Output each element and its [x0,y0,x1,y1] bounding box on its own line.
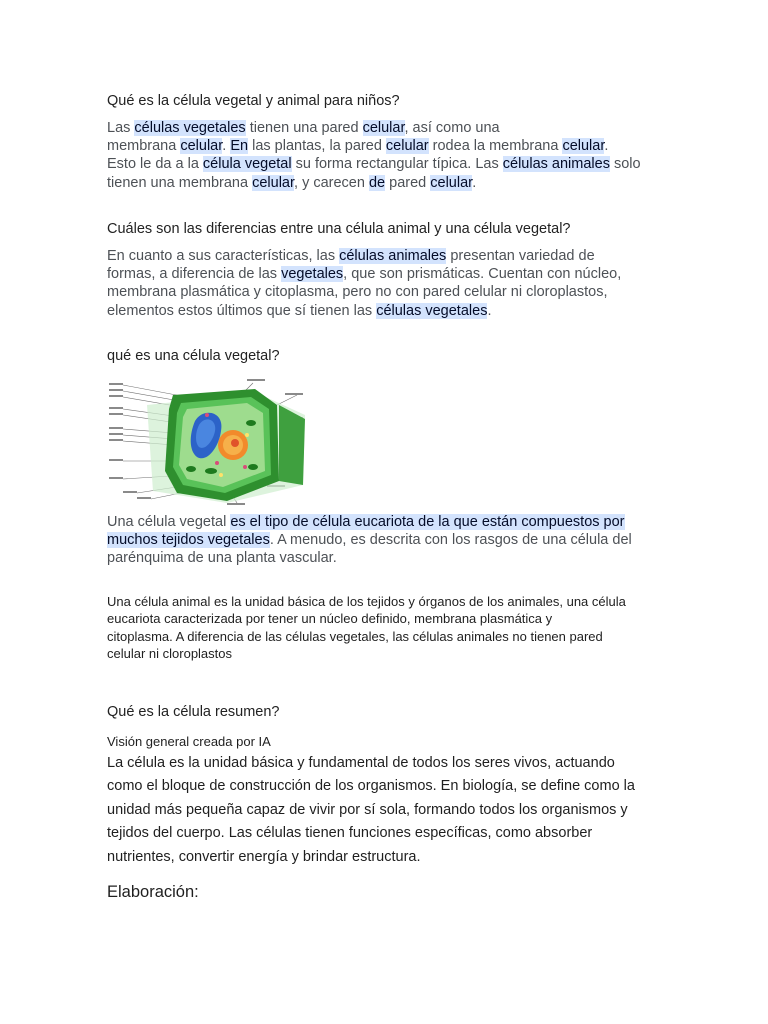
highlighted-text: celular [362,120,405,136]
summary-paragraph [107,752,635,869]
question-heading-4: Qué es la célula resumen? [107,704,280,720]
text-run: . [472,174,477,191]
text-run: , que son prismáticas. Cuentan con núcleo, [343,266,622,283]
paragraph-line [107,549,632,567]
text-run: Una célula vegetal [107,514,231,530]
section-heading-elaboracion: Elaboración: [107,883,199,901]
ai-overview-label: Visión general creada por IA [107,734,271,749]
highlighted-text: células animales [339,248,447,264]
text-run: . [604,138,609,155]
text-run: . A menudo, es descrita con los rasgos de una célula del [269,532,632,549]
text-run: tienen una pared [245,120,363,136]
paragraph-line [107,283,621,301]
highlighted-text: celular [562,138,605,155]
highlighted-text: célula vegetal [202,156,292,173]
paragraph-line: eucariota caracterizada por tener un núcleo definido, membrana plasmática y [107,611,553,627]
paragraph-line [107,247,621,265]
paragraph-line: como el bloque de construcción de los organismos. En biología, se define como la [107,778,635,795]
paragraph-line: celular ni cloroplastos [107,646,233,662]
paragraph-line: nutrientes, convertir energía y brindar estructura. [107,848,421,865]
animal-cell-paragraph [107,593,626,663]
highlighted-text: celular [252,174,295,191]
question-heading-3: qué es una célula vegetal? [107,348,280,364]
text-run: solo [609,156,641,173]
highlighted-text: vegetales [281,266,344,283]
text-run: Esto le da a la [107,156,203,173]
paragraph-line: La célula es la unidad básica y fundamental de todos los seres vivos, actuando [107,755,615,771]
paragraph-line [107,174,641,192]
paragraph-line [107,513,632,531]
text-run: las plantas, la pared [248,138,386,155]
highlighted-text: En [230,138,249,155]
paragraph-line [107,265,621,283]
highlighted-text: es el tipo de célula eucariota de la que están compuestos por [230,514,625,530]
question-heading-1: Qué es la célula vegetal y animal para niños? [107,93,400,109]
paragraph-line: unidad más pequeña capaz de vivir por sí sola, formando todos los organismos y [107,801,628,818]
highlighted-text: celular [430,174,473,191]
text-run: rodea la membrana [428,138,563,155]
paragraph-line [107,155,641,173]
highlighted-text: celular [385,138,429,155]
text-run: parénquima de una planta vascular. [107,550,337,567]
text-run: . [487,302,492,319]
paragraph-line: Una célula animal es la unidad básica de los tejidos y órganos de los animales, una célula [107,594,626,609]
text-run: . [222,138,231,155]
highlighted-text: muchos tejidos vegetales [107,532,270,549]
text-run: , así como una [404,120,500,136]
text-run: tienen una membrana [107,174,253,191]
highlighted-text: células vegetales [376,302,488,319]
paragraph-line [107,302,621,320]
text-run: presentan variedad de [446,248,595,264]
text-run: formas, a diferencia de las [107,266,282,283]
text-run: Las [107,120,135,136]
text-run: membrana plasmática y citoplasma, pero no con pared celular ni cloroplastos, [107,284,608,301]
text-run: pared [385,174,431,191]
paragraph-line: citoplasma. A diferencia de las células vegetales, las células animales no tienen pared [107,628,603,644]
answer-paragraph-3 [107,513,632,568]
paragraph-line [107,531,632,549]
text-run: , y carecen [294,174,369,191]
answer-paragraph-1 [107,119,641,192]
highlighted-text: células vegetales [134,120,246,136]
plant-cell-diagram-image [107,375,311,511]
highlighted-text: células animales [502,156,610,173]
question-heading-2: Cuáles son las diferencias entre una célula animal y una célula vegetal? [107,221,571,237]
plant-cell-diagram-icon [107,375,311,511]
answer-paragraph-2 [107,247,621,320]
highlighted-text: celular [180,138,223,155]
text-run: membrana [107,138,181,155]
paragraph-line [107,137,641,155]
text-run: elementos estos últimos que sí tienen las [107,302,377,319]
highlighted-text: de [368,174,386,191]
paragraph-line: tejidos del cuerpo. Las células tienen funciones específicas, como absorber [107,825,593,842]
text-run: su forma rectangular típica. Las [291,156,503,173]
paragraph-line [107,119,641,137]
text-run: En cuanto a sus características, las [107,248,340,264]
